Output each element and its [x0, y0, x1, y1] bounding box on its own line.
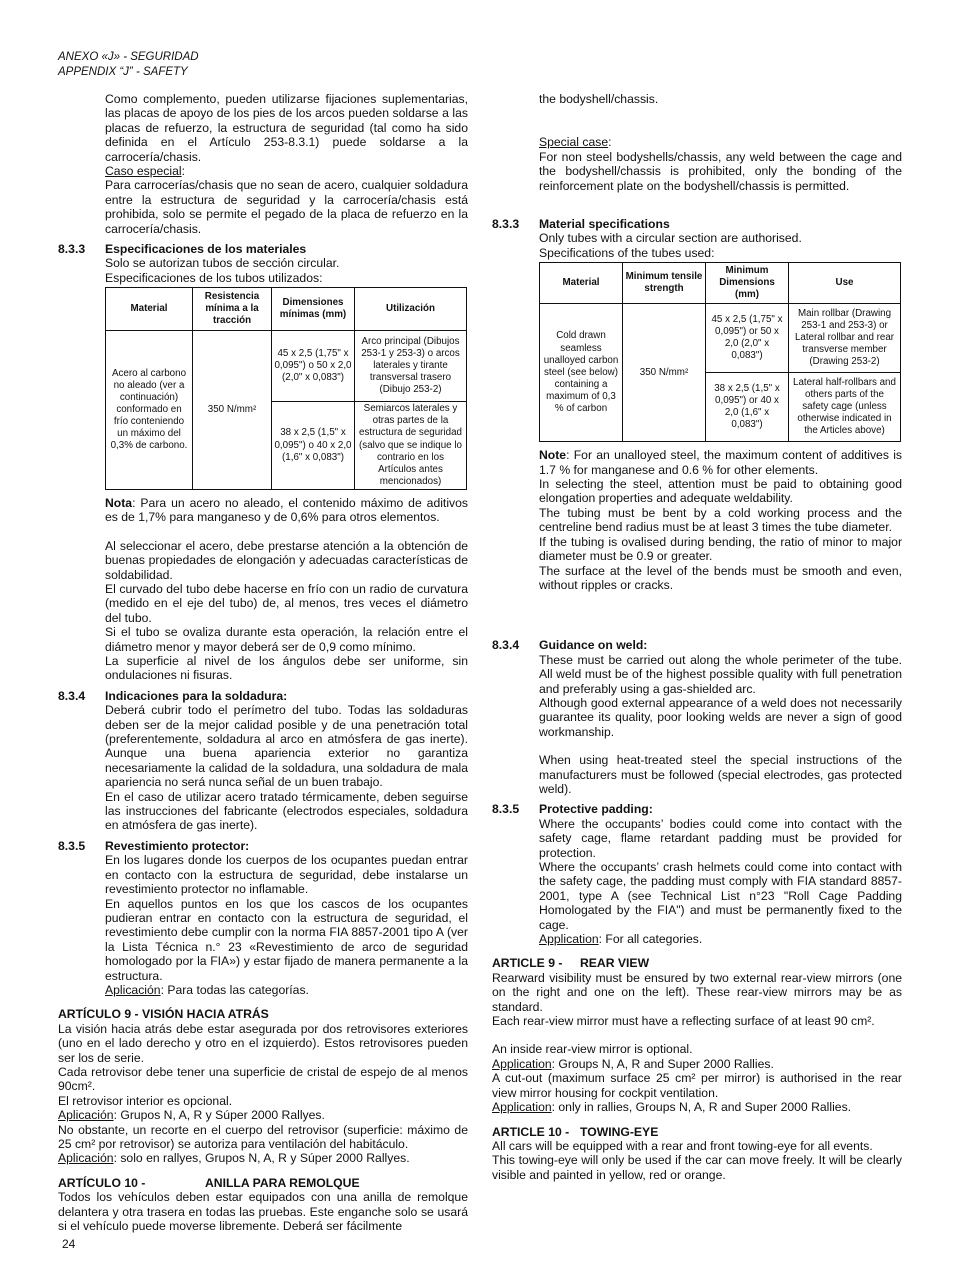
- table-cell-material: Acero al carbono no aleado (ver a continuación) conformado en frío conteniendo un máximo del 0,3% de carbono.: [106, 331, 193, 490]
- header-line-es: ANEXO «J» - SEGURIDAD: [58, 51, 199, 63]
- rear-view-application-1-en: Application: Groups N, A, R and Super 2000 Rallies.: [492, 1056, 774, 1071]
- towing-eye-text-2-en: This towing-eye will only be used if the car can move freely. It will be clearly visible and painted in yellow, red or orange.: [492, 1153, 902, 1182]
- header-line-en: APPENDIX “J” - SAFETY: [58, 66, 188, 78]
- weld-text-1-en: These must be carried out along the whole perimeter of the tube. All weld must be of the highest possible quality with full penetration and preferably using a gas-shielded arc.: [539, 652, 902, 696]
- material-spec-table: [105, 287, 467, 490]
- tubes-spec-text: Especificaciones de los tubos utilizados:: [105, 270, 323, 285]
- rear-view-text-3: El retrovisor interior es opcional.: [58, 1093, 233, 1108]
- bending-text: El curvado del tubo debe hacerse en frío con un radio de curvatura (medido en el eje del tubo) de, al menos, tres veces el diámetro del tubo.: [105, 581, 468, 625]
- table-cell-use-1-en: Main rollbar (Drawing 253-1 and 253-3) or Lateral rollbar and rear transverse member (Drawing 253-2): [789, 304, 901, 373]
- article-10-heading-en: ARTICLE 10 - TOWING-EYE: [492, 1124, 659, 1139]
- table-cell-dim-1-en: 45 x 2,5 (1,75" x 0,095") or 50 x 2,0 (2,0" x 0,083"): [706, 304, 789, 373]
- table-header-use: Utilización: [355, 288, 467, 331]
- ovalisation-text: Si el tubo se ovaliza durante esta operación, la relación entre el diámetro menor y mayor deberá ser de 0,9 como mínimo.: [105, 625, 468, 654]
- section-heading-8-3-4-en: 8.3.4 Guidance on weld:: [492, 638, 648, 653]
- rear-view-application-2: Aplicación: solo en rallyes, Grupos N, A, R y Súper 2000 Rallyes.: [58, 1151, 410, 1166]
- page-number: 24: [62, 1237, 76, 1251]
- table-cell-material-en: Cold drawn seamless unalloyed carbon steel (see below) containing a maximum of 0,3 % of carbon: [540, 304, 623, 442]
- table-cell-use-2-en: Lateral half-rollbars and others parts of the safety cage (unless otherwise indicated in the Articles above): [789, 373, 901, 442]
- rear-view-text-4: No obstante, un recorte en el cuerpo del retrovisor (superficie: máximo de 25 cm² por retrovisor) se autoriza para ventilación del habitáculo.: [58, 1122, 468, 1151]
- rear-view-text-3-en: An inside rear-view mirror is optional.: [492, 1042, 693, 1057]
- running-header: [58, 50, 199, 80]
- article-9-heading: ARTÍCULO 9 - VISIÓN HACIA ATRÁS: [58, 1007, 269, 1022]
- rear-view-application-2-en: Application: only in rallies, Groups N, A, R and Super 2000 Rallies.: [492, 1100, 852, 1115]
- note-paragraph-en: Note: For an unalloyed steel, the maximum content of additives is 1.7 % for manganese and 0.6 % for other elements.: [539, 448, 902, 477]
- weld-text-3-en: When using heat-treated steel the special instructions of the manufacturers must be followed (special electrodes, gas protected weld).: [539, 753, 902, 796]
- table-cell-dim-1: 45 x 2,5 (1,75" x 0,095") o 50 x 2,0 (2,0" x 0,083"): [272, 331, 355, 402]
- tubes-circular-text: Solo se autorizan tubos de sección circular.: [105, 256, 340, 271]
- table-header-strength: Resistencia mínima a la tracción: [193, 288, 272, 331]
- surface-text: La superficie al nivel de los ángulos debe ser uniforme, sin ondulaciones ni fisuras.: [105, 654, 468, 683]
- section-heading-8-3-4: 8.3.4 Indicaciones para la soldadura:: [58, 688, 288, 703]
- section-heading-8-3-3-en: 8.3.3 Material specifications: [492, 217, 670, 232]
- rear-view-text-4-en: A cut-out (maximum surface 25 cm² per mirror) is authorised in the rear view mirror housing for cockpit ventilation.: [492, 1071, 902, 1100]
- table-cell-dim-2: 38 x 2,5 (1,5" x 0,095") o 40 x 2,0 (1,6" x 0,083"): [272, 402, 355, 490]
- special-case-label: Caso especial:: [105, 164, 185, 179]
- tubes-spec-text-en: Specifications of the tubes used:: [539, 245, 715, 260]
- padding-text-2: En aquellos puntos en los que los cascos de los ocupantes pudieran entrar en contacto con la estructura de seguridad, el revestimiento debe cumplir con la norma FIA 8857-2001 tipo A (ver la Lista Técnica n.° 23 «Revestimiento de arco de seguridad homologado por la FIA») y estar fijado de manera permanente a la estructura.: [105, 896, 468, 983]
- section-heading-8-3-5-en: 8.3.5 Protective padding:: [492, 802, 653, 817]
- surface-text-en: The surface at the level of the bends must be smooth and even, without ripples or cracks.: [539, 563, 902, 592]
- rear-view-application-1: Aplicación: Grupos N, A, R y Súper 2000 Rallyes.: [58, 1108, 325, 1123]
- padding-application-en: Application: For all categories.: [539, 932, 703, 947]
- rear-view-text-1: La visión hacia atrás debe estar asegurada por dos retrovisores exteriores (uno en el lado derecho y otro en el izquierdo). Estos retrovisores pueden ser los de serie.: [58, 1021, 468, 1065]
- steel-selection-text-en: In selecting the steel, attention must be paid to obtaining good elongation properties and adequate weldability.: [539, 477, 902, 506]
- steel-selection-text: Al seleccionar el acero, debe prestarse atención a la obtención de buenas propiedades de elongación y adecuadas características de soldabilidad.: [105, 538, 468, 582]
- special-case-text: Para carrocerías/chasis que no sean de acero, cualquier soldadura entre la estructura de seguridad y la carrocería/chasis está prohibida, solo se permite el pegado de la placa de refuerzo en la carrocería/chasis.: [105, 178, 468, 236]
- padding-text-2-en: Where the occupants’ crash helmets could come into contact with the safety cage, the padding must comply with FIA standard 8857-2001, type A (see Technical List n°23 "Roll Cage Padding Homologated by the FIA") and must be permanently fixed to the cage.: [539, 860, 902, 932]
- table-cell-dim-2-en: 38 x 2,5 (1,5" x 0,095") or 40 x 2,0 (1,6" x 0,083"): [706, 373, 789, 442]
- intro-paragraph: Como complemento, pueden utilizarse fijaciones suplementarias, las placas de apoyo de los pies de los arcos pueden soldarse a las placas de refuerzo, la estructura de seguridad (tal como ha sido definida en el Artículo 253-8.3.1) puede soldarse a la carrocería/chasis.: [105, 92, 468, 164]
- article-10-heading: ARTÍCULO 10 - ANILLA PARA REMOLQUE: [58, 1175, 360, 1190]
- continuation-text: the bodyshell/chassis.: [539, 92, 659, 106]
- spanish-column: [58, 92, 468, 1233]
- english-column: [492, 92, 902, 1182]
- material-spec-table-en: [539, 262, 901, 442]
- table-cell-strength: 350 N/mm²: [193, 331, 272, 490]
- padding-application: Aplicación: Para todas las categorías.: [105, 982, 309, 997]
- table-header-dimensions: Dimensiones mínimas (mm): [272, 288, 355, 331]
- rear-view-text-1-en: Rearward visibility must be ensured by two external rear-view mirrors (one on the right and one on the left). These rear-view mirrors may be as standard.: [492, 970, 902, 1014]
- article-9-heading-en: ARTICLE 9 - REAR VIEW: [492, 956, 650, 971]
- bending-text-en: The tubing must be bent by a cold working process and the centreline bend radius must be at least 3 times the tube diameter.: [539, 505, 902, 535]
- table-cell-use-2: Semiarcos laterales y otras partes de la estructura de seguridad (salvo que se indique lo contrario en los Artículos antes mencionados): [355, 402, 467, 490]
- rear-view-text-2-en: Each rear-view mirror must have a reflecting surface of at least 90 cm².: [492, 1014, 875, 1029]
- table-header-dimensions-en: Minimum Dimensions (mm): [706, 263, 789, 304]
- table-header-material-en: Material: [540, 263, 623, 304]
- weld-text-1: Deberá cubrir todo el perímetro del tubo. Todas las soldaduras deben ser de la mejor calidad posible y de una penetración total (preferentemente, soldadura al arco en atmósfera de gas inerte). Aunque una buena apariencia exterior no garantiza necesariamente la calidad de la soldadura, una soldadura de mala apariencia no será nunca señal de un buen trabajo.: [105, 703, 468, 790]
- weld-text-2: En el caso de utilizar acero tratado térmicamente, deben seguirse las instrucciones del fabricante (electrodos especiales, soldadura en atmósfera de gas inerte).: [105, 789, 468, 833]
- towing-eye-text-1-en: All cars will be equipped with a rear and front towing-eye for all events.: [492, 1138, 873, 1153]
- section-heading-8-3-3: 8.3.3 Especificaciones de los materiales: [58, 242, 307, 257]
- note-paragraph: Nota: Para un acero no aleado, el contenido máximo de aditivos es de 1,7% para manganeso y de 0,6% para otros elementos.: [105, 495, 468, 525]
- table-cell-use-1: Arco principal (Dibujos 253-1 y 253-3) o arcos laterales y tirante transversal trasero (Dibujo 253-2): [355, 331, 467, 402]
- table-header-strength-en: Minimum tensile strength: [623, 263, 706, 304]
- padding-text-1-en: Where the occupants’ bodies could come into contact with the safety cage, flame retardant padding must be provided for protection.: [539, 816, 902, 860]
- rear-view-text-2: Cada retrovisor debe tener una superficie de cristal de espejo de al menos 90cm².: [58, 1064, 468, 1094]
- ovalisation-text-en: If the tubing is ovalised during bending, the ratio of minor to major diameter must be 0.9 or greater.: [539, 534, 902, 564]
- table-cell-strength-en: 350 N/mm²: [623, 304, 706, 442]
- weld-text-2-en: Although good external appearance of a weld does not necessarily guarantee its quality, poor looking welds are never a sign of good workmanship.: [539, 695, 902, 739]
- towing-eye-text: Todos los vehículos deben estar equipados con una anilla de remolque delantera y otra trasera en todas las pruebas. Este enganche solo se usará si el vehículo puede moverse libremente. Deberá ser fácilmente: [58, 1190, 468, 1234]
- special-case-text-en: For non steel bodyshells/chassis, any weld between the cage and the bodyshell/chassis is prohibited, only the bonding of the reinforcement plate on the bodyshell/chassis is permitted.: [539, 149, 902, 193]
- table-header-material: Material: [106, 288, 193, 331]
- table-header-use-en: Use: [789, 263, 901, 304]
- special-case-label-en: Special case:: [539, 135, 612, 150]
- section-heading-8-3-5: 8.3.5 Revestimiento protector:: [58, 838, 250, 853]
- tubes-circular-text-en: Only tubes with a circular section are authorised.: [539, 231, 802, 246]
- padding-text-1: En los lugares donde los cuerpos de los ocupantes puedan entrar en contacto con la estructura de seguridad, debe instalarse un revestimiento protector no inflamable.: [105, 853, 468, 897]
